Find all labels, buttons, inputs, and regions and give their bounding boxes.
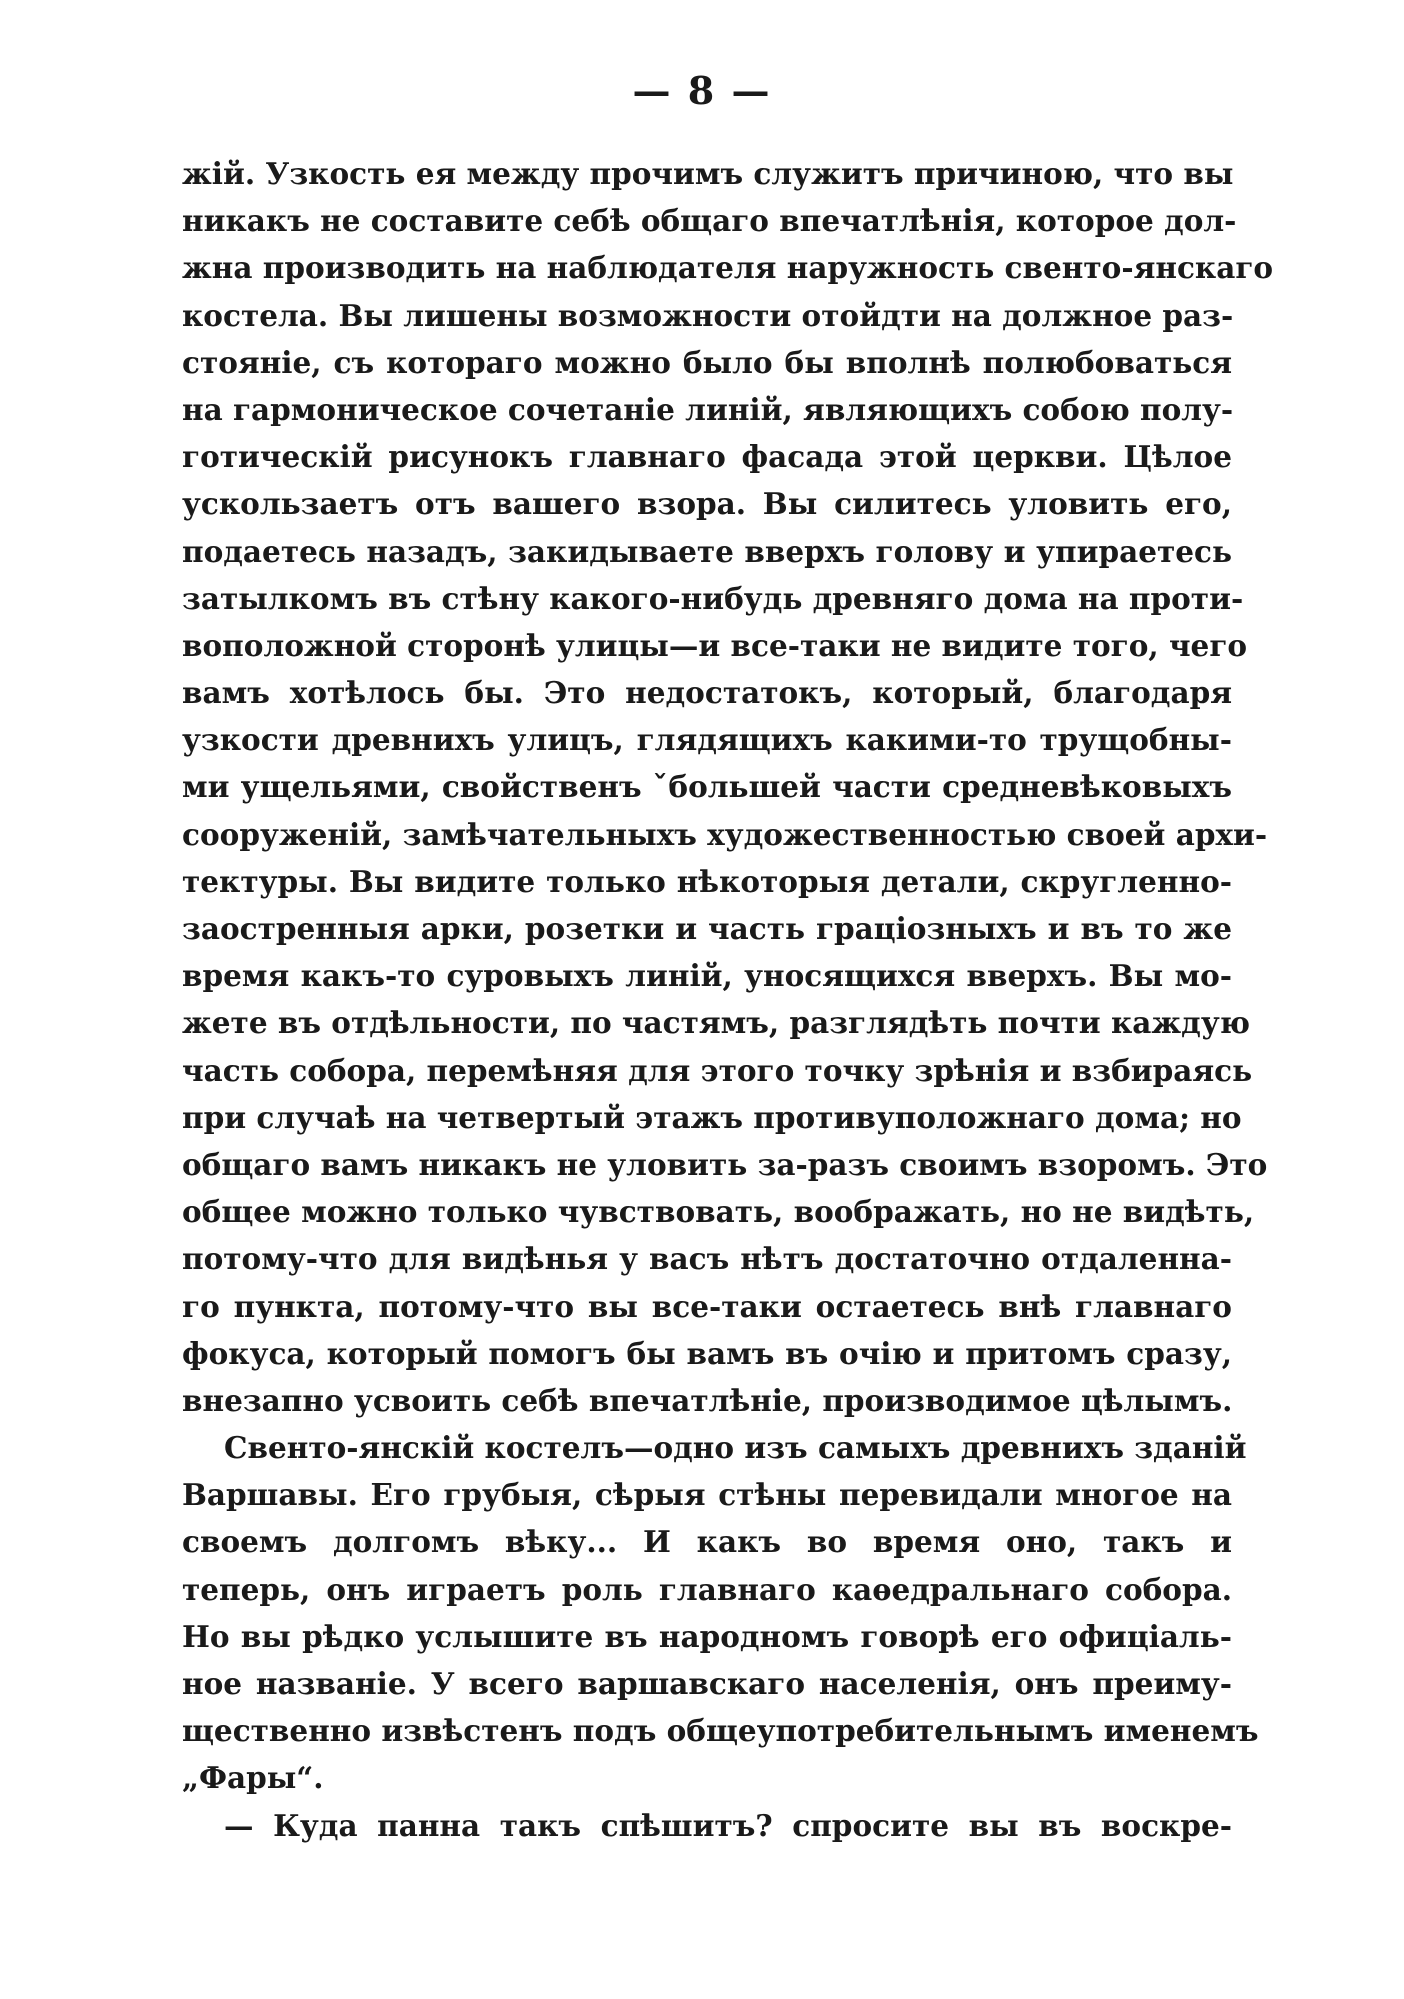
text-line: потому-что для видѣнья у васъ нѣтъ достаточно отдаленна- [182, 1241, 1232, 1277]
text-line: щественно извѣстенъ подъ общеупотребительнымъ именемъ [182, 1713, 1259, 1749]
body-text [182, 150, 1274, 1849]
text-line: — Куда панна такъ спѣшитъ? спросите вы въ воскре- [224, 1807, 1232, 1843]
text-line: своемъ долгомъ вѣку... И какъ во время оно, такъ и [182, 1524, 1232, 1560]
text-line: Но вы рѣдко услышите въ народномъ говорѣ его офиціаль- [182, 1618, 1232, 1654]
text-line: Свенто-янскій костелъ—одно изъ самыхъ древнихъ зданій [224, 1430, 1247, 1466]
text-line: ми ущельями, свойственъ ˇбольшей части средневѣковыхъ [182, 769, 1232, 805]
text-line: жна производить на наблюдателя наружность свенто-янскаго [182, 250, 1274, 286]
text-line: никакъ не составите себѣ общаго впечатлѣнія, которое дол- [182, 203, 1237, 239]
text-line: теперь, онъ играетъ роль главнаго каѳедральнаго собора. [182, 1571, 1232, 1607]
text-line: общее можно только чувствовать, воображать, но не видѣть, [182, 1194, 1255, 1230]
text-line: общаго вамъ никакъ не уловить за-разъ своимъ взоромъ. Это [182, 1146, 1268, 1182]
text-line: на гармоническое сочетаніе линій, являющихъ собою полу- [182, 391, 1234, 427]
text-line: жете въ отдѣльности, по частямъ, разглядѣть почти каждую [182, 1005, 1250, 1041]
text-line: го пункта, потому-что вы все-таки остаетесь внѣ главнаго [182, 1288, 1232, 1324]
text-line: фокуса, который помогъ бы вамъ въ очію и притомъ сразу, [182, 1335, 1232, 1371]
text-line: жій. Узкость ея между прочимъ служитъ причиною, что вы [182, 156, 1234, 191]
text-line: воположной сторонѣ улицы—и все-таки не видите того, чего [182, 627, 1248, 663]
text-line: вамъ хотѣлось бы. Это недостатокъ, который, благодаря [182, 675, 1232, 711]
text-line: узкости древнихъ улицъ, глядящихъ какими-то трущобны- [182, 722, 1232, 758]
text-line: ускользаетъ отъ вашего взора. Вы силитесь уловить его, [182, 486, 1232, 522]
text-line: сооруженій, замѣчательныхъ художественностью своей архи- [182, 816, 1268, 852]
text-line: затылкомъ въ стѣну какого-нибудь древняго дома на проти- [182, 580, 1244, 616]
text-line: заостренныя арки, розетки и часть граціозныхъ и въ то же [182, 911, 1232, 946]
text-line: подаетесь назадъ, закидываете вверхъ голову и упираетесь [182, 533, 1232, 569]
text-line: тектуры. Вы видите только нѣкоторыя детали, скругленно- [182, 863, 1232, 899]
text-line: Варшавы. Его грубыя, сѣрыя стѣны перевидали многое на [182, 1477, 1232, 1513]
text-line: часть собора, перемѣняя для этого точку зрѣнія и взбираясь [182, 1052, 1253, 1088]
text-line: готическій рисунокъ главнаго фасада этой церкви. Цѣлое [182, 439, 1232, 475]
text-line: „Фары“. [182, 1760, 324, 1796]
text-line: ное названіе. У всего варшавскаго населенія, онъ преиму- [182, 1666, 1232, 1701]
text-line: внезапно усвоить себѣ впечатлѣніе, производимое цѣлымъ. [182, 1382, 1233, 1418]
page-number: — 8 — [632, 68, 772, 113]
text-line: костела. Вы лишены возможности отойдти на должное раз- [182, 297, 1234, 333]
text-line: при случаѣ на четвертый этажъ противуположнаго дома; но [182, 1099, 1242, 1135]
text-line: стояніе, съ котораго можно было бы вполнѣ полюбоваться [182, 344, 1232, 380]
text-line: время какъ-то суровыхъ линій, уносящихся вверхъ. Вы мо- [182, 958, 1232, 994]
